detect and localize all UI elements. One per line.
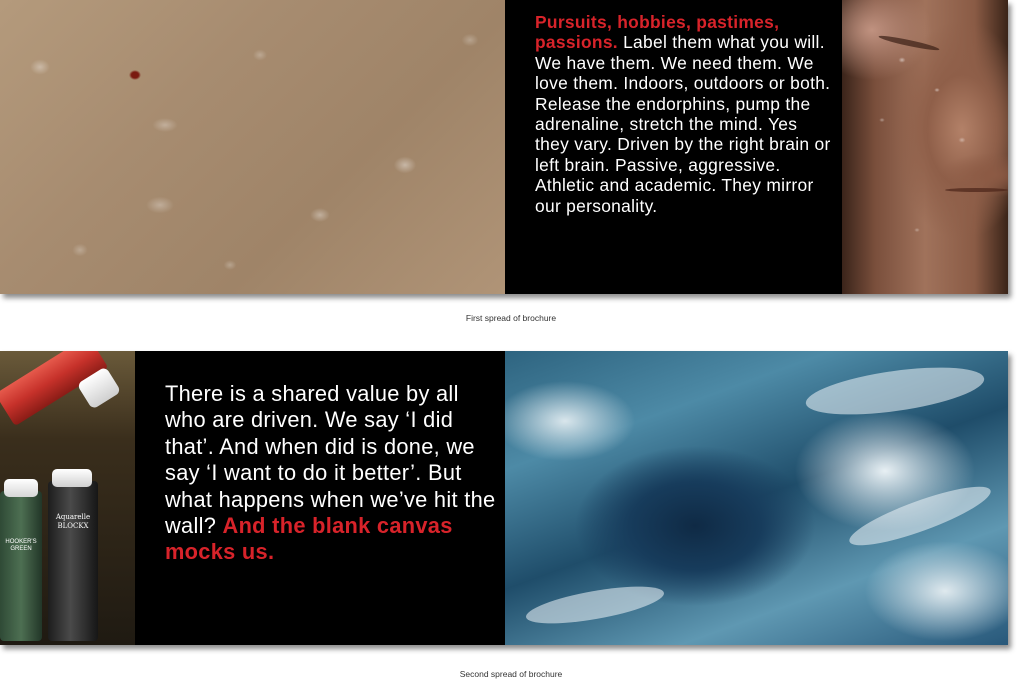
spread-2-body: There is a shared value by all who are driven. We say ‘I did that’. And when did is done, we say ‘I want to do it better’. But what happens when we’ve hit the wall? — [165, 381, 496, 539]
blue-paint-closeup-photo — [505, 351, 1008, 645]
brush-stroke — [524, 579, 667, 631]
spread-1-body: Label them what you will. We have them. We need them. We love them. Indoors, outdoors or both. Release the endorphins, pump the adrenaline, stretch the mind. Yes they vary. Driven by the right brain or left brain. Passive, aggressive. Athletic and academic. They mirror our personality. — [535, 32, 831, 216]
tube-brand-label: Aquarelle BLOCKX — [55, 513, 91, 530]
brush-stroke — [803, 359, 987, 424]
spread-2-paragraph — [165, 381, 500, 566]
paint-tubes-photo — [0, 351, 135, 645]
brochure-spread-2 — [0, 351, 1008, 645]
green-paint-tube — [0, 491, 42, 641]
dark-paint-tube — [48, 481, 98, 641]
spread-2-highlight: And the blank canvas mocks us. — [165, 513, 453, 565]
spread-1-paragraph — [535, 12, 835, 216]
spread-1-text-panel — [505, 0, 842, 294]
spread-1-caption: First spread of brochure — [465, 313, 557, 323]
face-lips — [945, 188, 1008, 192]
brochure-spread-1 — [0, 0, 1008, 294]
spread-2-caption: Second spread of brochure — [459, 669, 563, 679]
skin-water-droplets-photo — [0, 0, 505, 294]
brush-stroke — [844, 476, 995, 555]
dark-tube-cap — [52, 469, 92, 487]
green-tube-cap — [4, 479, 38, 497]
spread-2-text-panel — [135, 351, 505, 645]
spread-1-highlight: Pursuits, hobbies, pastimes, passions. — [535, 12, 780, 53]
tube-color-label: HOOKER'S GREEN — [5, 539, 37, 552]
